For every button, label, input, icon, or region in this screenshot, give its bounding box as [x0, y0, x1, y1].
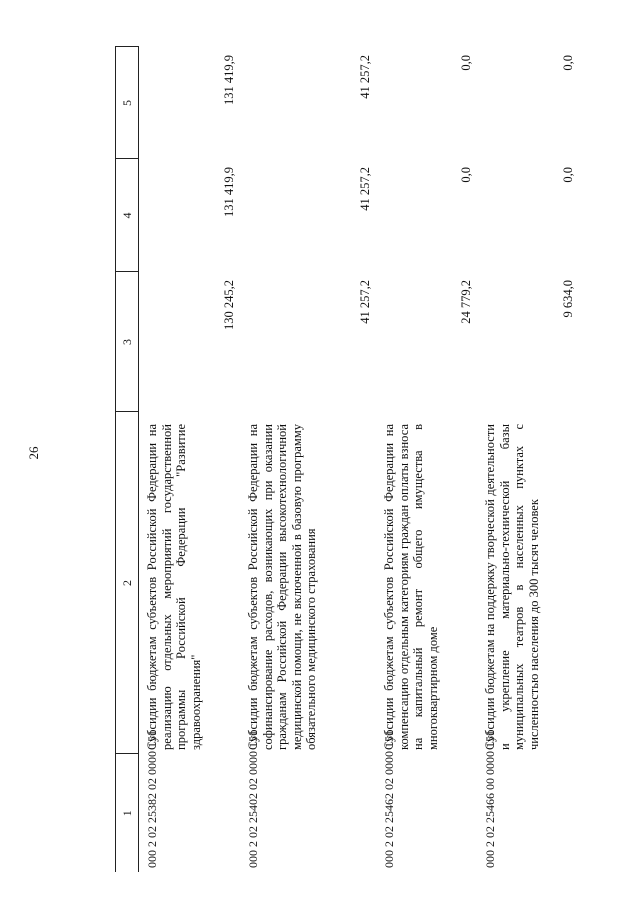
amount-col3-cell: 24 779,2 [458, 280, 473, 324]
budget-code-cell: 000 2 02 25382 02 0000 151 [145, 730, 159, 868]
description-cell: Субсидии бюджетам на поддержку творческой деятельности и укрепление материально-технической базы муниципальных театров в населенных пунктах с численностью населения до 300 тысяч человек [483, 424, 541, 750]
table-row [240, 47, 376, 872]
budget-code-cell: 000 2 02 25462 02 0000 151 [382, 730, 396, 868]
amount-col4-cell: 131 419,9 [221, 167, 236, 217]
description-cell: Субсидии бюджетам субъектов Российской Федерации на реализацию отдельных мероприятий государственной программы Российской Федерации "Развитие здравоохранения" [145, 424, 203, 750]
page-number: 26 [26, 446, 41, 460]
amount-col4-cell: 0,0 [458, 167, 473, 183]
table-row [376, 47, 477, 872]
column-header-4: 4 [116, 159, 139, 272]
budget-code-cell: 000 2 02 25466 00 0000 151 [483, 730, 497, 868]
column-header-5: 5 [116, 47, 139, 159]
budget-revenue-table [115, 47, 579, 873]
description-cell: Субсидии бюджетам субъектов Российской Федерации на софинансирование расходов, возникающих при оказании гражданам Российской Федерации высокотехнологичной медицинской помощи, не включенной в базовую программу обязательного медицинского страхования [246, 424, 318, 750]
amount-col4-cell: 41 257,2 [357, 167, 372, 211]
amount-col5-cell: 41 257,2 [357, 55, 372, 99]
amount-col5-cell: 0,0 [458, 55, 473, 71]
description-cell: Субсидии бюджетам субъектов Российской Федерации на компенсацию отдельным категориям граждан оплаты взноса на капитальный ремонт общего имущества в многоквартирном доме [382, 424, 440, 750]
table-row [477, 47, 579, 872]
amount-col3-cell: 41 257,2 [357, 280, 372, 324]
column-header-3: 3 [116, 272, 139, 412]
column-header-1: 1 [116, 754, 139, 872]
column-header-2: 2 [116, 412, 139, 754]
amount-col4-cell: 0,0 [560, 167, 575, 183]
amount-col3-cell: 130 245,2 [221, 280, 236, 330]
amount-col5-cell: 131 419,9 [221, 55, 236, 105]
table-header-row [116, 47, 139, 872]
amount-col5-cell: 0,0 [560, 55, 575, 71]
budget-code-cell: 000 2 02 25402 02 0000 151 [246, 730, 260, 868]
rotated-table-container [115, 47, 575, 872]
table-row [139, 47, 241, 872]
amount-col3-cell: 9 634,0 [560, 280, 575, 318]
